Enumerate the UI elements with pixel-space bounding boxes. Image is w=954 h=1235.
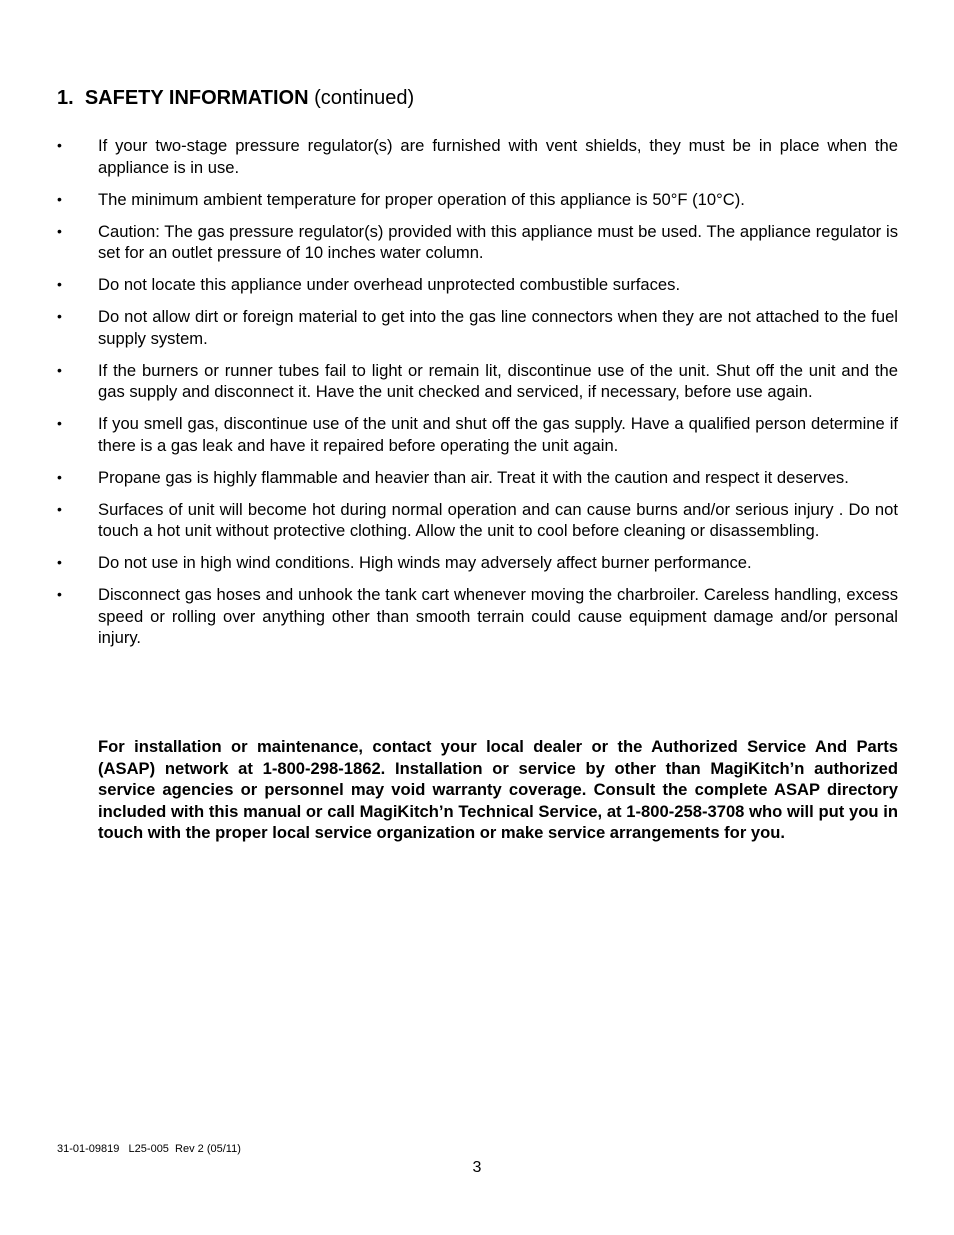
bullet-icon: • [57, 222, 62, 239]
list-item-text: The minimum ambient temperature for proper operation of this appliance is 50°F (10°C). [98, 189, 745, 209]
bullet-icon: • [57, 468, 62, 485]
list-item-text: Propane gas is highly flammable and heavier than air. Treat it with the caution and respect it deserves. [98, 467, 849, 487]
bullet-icon: • [57, 554, 62, 570]
list-item [57, 584, 898, 649]
list-item [57, 499, 898, 542]
bullet-icon: • [57, 276, 62, 292]
bullet-icon: • [57, 500, 62, 517]
list-item-text: Do not allow dirt or foreign material to get into the gas line connectors when they are not attached to the fuel supply system. [98, 307, 898, 348]
bullet-icon: • [57, 361, 62, 378]
list-item [57, 274, 898, 296]
bullet-icon: • [57, 190, 62, 207]
bullet-icon: • [57, 586, 62, 602]
bullet-icon: • [57, 137, 62, 153]
bullet-icon: • [57, 308, 62, 324]
list-item [57, 135, 898, 178]
list-item-text: Surfaces of unit will become hot during normal operation and can cause burns and/or serious injury . Do not touch a hot unit without protective clothing. Allow the unit to cool before cleaning or disassembling. [98, 499, 898, 540]
page-number: 3 [472, 1159, 482, 1176]
list-item [57, 189, 898, 211]
section-title-suffix: (continued) [314, 87, 415, 109]
list-item-text: If your two-stage pressure regulator(s) are furnished with vent shields, they must be in place when the appliance is in use. [98, 136, 898, 177]
list-item-text: If the burners or runner tubes fail to light or remain lit, discontinue use of the unit. Shut off the unit and the gas supply and disconnect it. Have the unit checked and serviced, if necessary, before use again. [98, 360, 898, 401]
bullet-icon: • [57, 415, 62, 431]
list-item [57, 360, 898, 403]
list-item [57, 306, 898, 349]
section-heading [57, 86, 414, 110]
list-item [57, 552, 898, 574]
safety-bullet-list [57, 135, 898, 659]
list-item-text: Disconnect gas hoses and unhook the tank cart whenever moving the charbroiler. Careless handling, excess speed or rolling over anything other than smooth terrain could cause equipment damage and/or personal injury. [98, 585, 898, 647]
service-notice: For installation or maintenance, contact your local dealer or the Authorized Service And Parts (ASAP) network at 1-800-298-1862. Installation or service by other than MagiKitch’n authorized service agencies or personnel may void warranty coverage. Consult the complete ASAP directory included with this manual or call MagiKitch’n Technical Service, at 1-800-258-3708 who will put you in touch with the proper local service organization or make service arrangements for you. [98, 737, 898, 842]
list-item-text: Caution: The gas pressure regulator(s) provided with this appliance must be used. The appliance regulator is set for an outlet pressure of 10 inches water column. [98, 221, 898, 262]
section-title: SAFETY INFORMATION [84, 87, 309, 109]
list-item-text: Do not use in high wind conditions. High winds may adversely affect burner performance. [98, 553, 752, 572]
list-item [57, 221, 898, 264]
list-item-text: Do not locate this appliance under overhead unprotected combustible surfaces. [98, 275, 681, 294]
section-number: 1. [57, 87, 74, 109]
list-item [57, 413, 898, 456]
document-number: 31-01-09819 L25-005 Rev 2 (05/11) [57, 1143, 241, 1155]
list-item-text: If you smell gas, discontinue use of the unit and shut off the gas supply. Have a qualified person determine if there is a gas leak and have it repaired before operating the unit again. [98, 414, 898, 455]
list-item [57, 467, 898, 489]
